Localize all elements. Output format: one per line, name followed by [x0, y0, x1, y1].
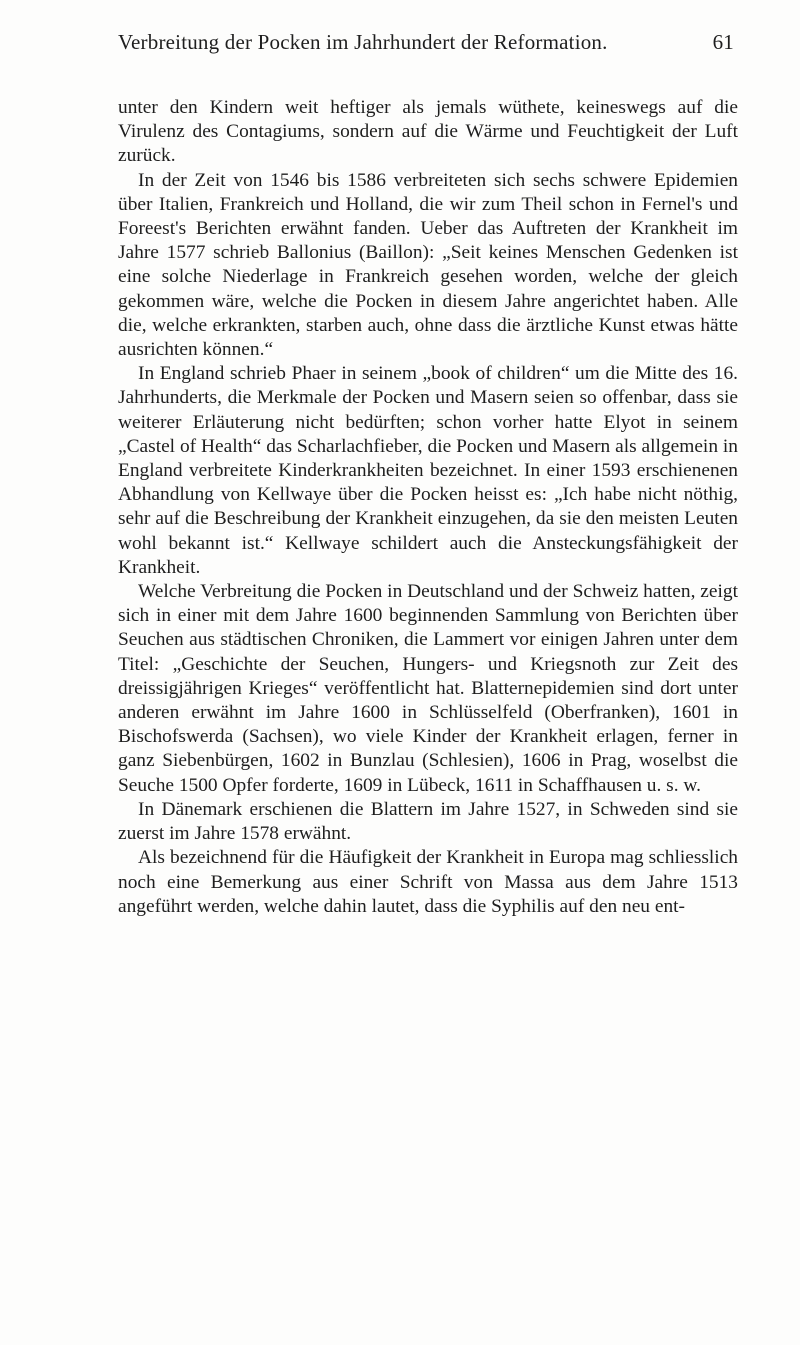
page-number: 61	[712, 30, 734, 54]
paragraph: Als bezeichnend für die Häufigkeit der Krankheit in Europa mag schliesslich noch eine Bemerkung aus einer Schrift von Massa aus dem Jahre 1513 angeführt werden, welche dahin lautet, dass die Syphilis auf den neu ent-	[118, 847, 738, 917]
paragraph: In England schrieb Phaer in seinem „book of children“ um die Mitte des 16. Jahrhunderts, die Merkmale der Pocken und Masern seien so offenbar, dass sie weiterer Erläuterung nicht bedürften; schon vorher hatte Elyot in seinem „Castel of Health“ das Scharlachfieber, die Pocken und Masern als allgemein in England verbreitete Kinderkrankheiten bezeichnet. In einer 1593 erschienenen Abhandlung von Kellwaye über die Pocken heisst es: „Ich habe nicht nöthig, sehr auf die Beschreibung der Krankheit einzugehen, da sie den meisten Leuten wohl bekannt ist.“ Kellwaye schildert auch die Ansteckungsfähigkeit der Krankheit.	[118, 363, 738, 578]
running-title: Verbreitung der Pocken im Jahrhundert der Reformation.	[118, 30, 608, 54]
paragraph: Welche Verbreitung die Pocken in Deutschland und der Schweiz hatten, zeigt sich in einer mit dem Jahre 1600 beginnenden Sammlung von Berichten über Seuchen aus städtischen Chroniken, die Lammert vor einigen Jahren unter dem Titel: „Geschichte der Seuchen, Hungers- und Kriegsnoth zur Zeit des dreissigjährigen Krieges“ veröffentlicht hat. Blatternepidemien sind dort unter anderen erwähnt im Jahre 1600 in Schlüsselfeld (Oberfranken), 1601 in Bischofswerda (Sachsen), wo viele Kinder der Krankheit erlagen, ferner in ganz Siebenbürgen, 1602 in Bunzlau (Schlesien), 1606 in Prag, woselbst die Seuche 1500 Opfer forderte, 1609 in Lübeck, 1611 in Schaffhausen u. s. w.	[118, 581, 738, 796]
body-text	[118, 96, 738, 919]
paragraph: unter den Kindern weit heftiger als jemals wüthete, keineswegs auf die Virulenz des Contagiums, sondern auf die Wärme und Feuchtigkeit der Luft zurück.	[118, 97, 738, 167]
paragraph: In der Zeit von 1546 bis 1586 verbreiteten sich sechs schwere Epidemien über Italien, Frankreich und Holland, die wir zum Theil schon in Fernel's und Foreest's Berichten erwähnt fanden. Ueber das Auftreten der Krankheit im Jahre 1577 schrieb Ballonius (Baillon): „Seit keines Menschen Gedenken ist eine solche Niederlage in Frankreich gesehen worden, welche der gleich gekommen wäre, welche die Pocken in diesem Jahre angerichtet haben. Alle die, welche erkrankten, starben auch, ohne dass die ärztliche Kunst etwas hätte ausrichten können.“	[118, 169, 738, 361]
paragraph: In Dänemark erschienen die Blattern im Jahre 1527, in Schweden sind sie zuerst im Jahre 1578 erwähnt.	[118, 798, 738, 845]
running-head	[118, 30, 734, 60]
